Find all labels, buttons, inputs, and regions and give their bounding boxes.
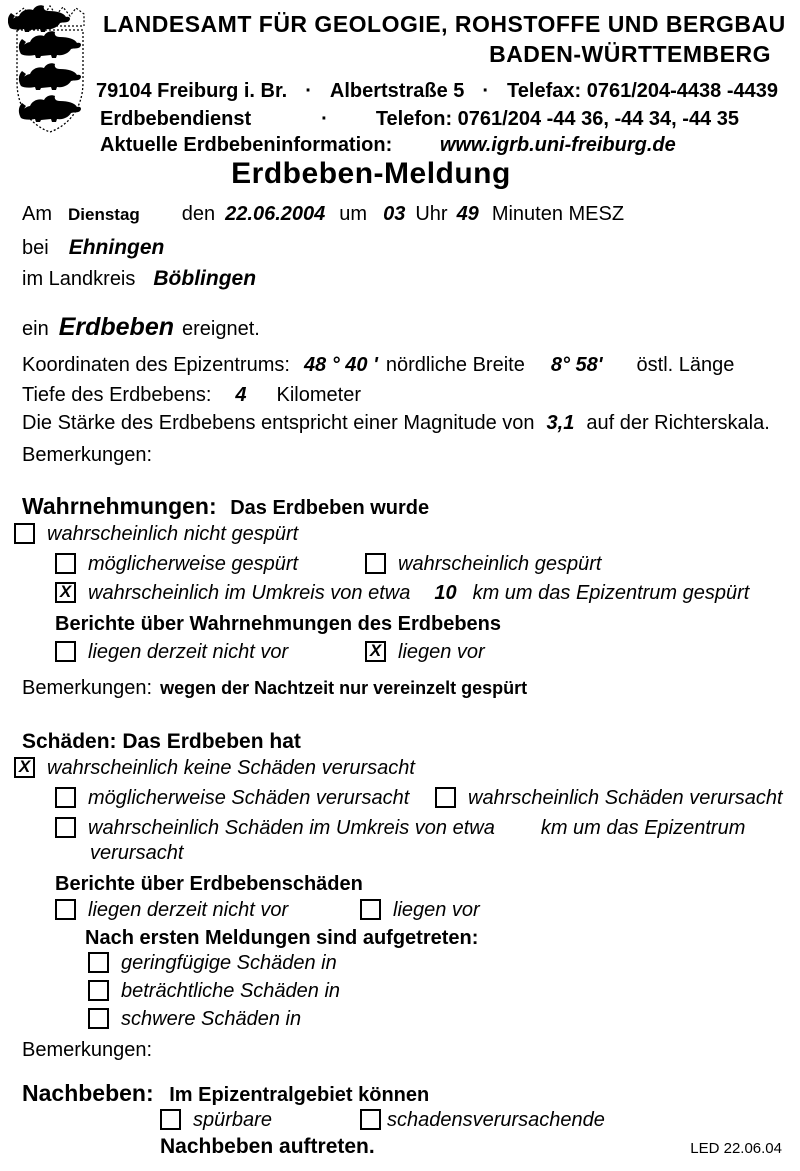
magnitude-line <box>22 413 770 434</box>
ereignet-label: ereignet. <box>182 318 260 340</box>
tiefe-value: 4 <box>235 384 247 406</box>
longitude-label: östl. Länge <box>636 354 735 376</box>
info-line <box>100 135 676 156</box>
page-title: Erdbeben-Meldung <box>231 157 511 190</box>
option-label: liegen derzeit nicht vor <box>88 899 289 921</box>
place-value: Ehningen <box>68 236 165 259</box>
telefon: Telefon: 0761/204 -44 36, -44 34, -44 35 <box>375 108 739 130</box>
bei-label: bei <box>22 237 49 259</box>
event-date-line <box>22 204 624 225</box>
address-line <box>96 81 778 102</box>
option-umkreis-gespuert <box>55 582 749 605</box>
checkbox-moeglicherweise-gespuert[interactable] <box>55 553 76 574</box>
longitude-value: 8° 58' <box>550 354 603 376</box>
tiefe-label: Tiefe des Erdbebens: <box>22 384 212 406</box>
tiefe-unit: Kilometer <box>276 384 361 406</box>
option-label: wahrscheinlich nicht gespürt <box>47 523 299 545</box>
hour-value: 03 <box>383 203 406 225</box>
checkbox-geringfuegige-schaeden[interactable] <box>88 952 109 973</box>
separator-dot: · <box>321 108 328 130</box>
separator-dot: · <box>305 80 312 102</box>
mesz-label: Minuten MESZ <box>491 203 625 225</box>
um-label: um <box>339 203 368 225</box>
landkreis-value: Böblingen <box>153 267 257 290</box>
checkbox-schaeden-umkreis[interactable] <box>55 817 76 838</box>
telefax: Telefax: 0761/204-4438 -4439 <box>507 80 778 102</box>
wahrnehmungen-heading <box>22 494 429 519</box>
org-name-line1: LANDESAMT FÜR GEOLOGIE, ROHSTOFFE UND BERGBAU <box>103 11 786 37</box>
option-berichte-liegen-nicht-vor <box>55 641 288 664</box>
option-label: liegen vor <box>398 641 485 663</box>
wahrnehmungen-title: Wahrnehmungen: <box>22 493 217 519</box>
address-city: 79104 Freiburg i. Br. <box>96 80 288 102</box>
weekday-value: Dienstag <box>68 205 140 224</box>
latitude-value: 48 ° 40 ' <box>303 354 378 376</box>
schaeden-heading: Schäden: Das Erdbeben hat <box>22 730 301 753</box>
checkbox-berichte-liegen-nicht-vor[interactable] <box>55 641 76 662</box>
option-label-post: km um das Epizentrum gespürt <box>472 582 750 604</box>
landkreis-label: im Landkreis <box>22 268 136 290</box>
magnitude-pre: Die Stärke des Erdbebens entspricht einer Magnitude von <box>22 412 535 434</box>
berichte-wahrnehmungen-heading: Berichte über Wahrnehmungen des Erdbebens <box>55 613 502 635</box>
erdbeben-word: Erdbeben <box>58 313 174 341</box>
wahrnehmungen-subtitle: Das Erdbeben wurde <box>230 497 430 519</box>
option-berichte-liegen-vor <box>365 641 485 664</box>
option-label: spürbare <box>193 1109 272 1131</box>
address-street: Albertstraße 5 <box>329 80 465 102</box>
date-value: 22.06.2004 <box>225 203 326 225</box>
department: Erdbebendienst <box>100 108 252 130</box>
option-label: wahrscheinlich Schäden verursacht <box>468 787 783 809</box>
option-keine-schaeden <box>14 757 415 780</box>
checkbox-schwere-schaeden[interactable] <box>88 1008 109 1029</box>
option-label: beträchtliche Schäden in <box>121 980 341 1002</box>
option-label: möglicherweise Schäden verursacht <box>88 787 410 809</box>
berichte-schaeden-heading: Berichte über Erdbebenschäden <box>55 873 363 895</box>
am-label: Am <box>22 203 52 225</box>
nachbeben-closing: Nachbeben auftreten. <box>160 1135 375 1158</box>
check-x-mark: X <box>59 582 72 601</box>
check-x-mark: X <box>369 641 382 660</box>
latitude-label: nördliche Breite <box>385 354 525 376</box>
option-moeglicherweise-schaeden <box>55 787 409 810</box>
checkbox-umkreis-gespuert[interactable] <box>55 582 76 603</box>
option-label: wahrscheinlich keine Schäden verursacht <box>47 757 415 779</box>
info-url-link[interactable]: www.igrb.uni-freiburg.de <box>439 134 676 156</box>
document-reference: LED 22.06.04 <box>690 1140 782 1157</box>
option-nicht-gespuert <box>14 523 298 546</box>
magnitude-post: auf der Richterskala. <box>586 412 770 434</box>
checkbox-keine-schaeden[interactable] <box>14 757 35 778</box>
check-x-mark: X <box>18 757 31 776</box>
option-label: wahrscheinlich im Umkreis von etwa <box>88 582 411 604</box>
depth-line <box>22 385 361 406</box>
meldungen-heading: Nach ersten Meldungen sind aufgetreten: <box>85 927 479 949</box>
landkreis-line <box>22 268 256 290</box>
checkbox-spuerbare-nachbeben[interactable] <box>160 1109 181 1130</box>
option-label: wahrscheinlich gespürt <box>398 553 602 575</box>
ein-label: ein <box>22 318 49 340</box>
magnitude-value: 3,1 <box>546 412 575 434</box>
checkbox-berichte-liegen-vor[interactable] <box>365 641 386 662</box>
org-name-line2: BADEN-WÜRTTEMBERG <box>489 41 771 67</box>
option-wahrscheinlich-gespuert <box>365 553 601 576</box>
option-betraechtliche-schaeden <box>88 980 340 1003</box>
option-wahrscheinlich-schaeden <box>435 787 783 810</box>
option-label-mid: km um das Epizentrum <box>540 817 746 839</box>
option-label: schadensverursachende <box>387 1109 605 1131</box>
checkbox-wahrscheinlich-schaeden[interactable] <box>435 787 456 808</box>
baden-wuerttemberg-coat-of-arms-icon <box>8 4 92 136</box>
option-label: geringfügige Schäden in <box>121 952 337 974</box>
place-line <box>22 237 164 259</box>
nachbeben-title: Nachbeben: <box>22 1080 154 1106</box>
checkbox-schaeden-liegen-nicht-vor[interactable] <box>55 899 76 920</box>
option-schaeden-umkreis-wrap: verursacht <box>90 842 184 864</box>
checkbox-moeglicherweise-schaeden[interactable] <box>55 787 76 808</box>
nachbeben-subtitle: Im Epizentralgebiet können <box>169 1084 430 1106</box>
option-spuerbare-nachbeben <box>160 1109 272 1132</box>
info-label: Aktuelle Erdbebeninformation: <box>100 134 393 156</box>
checkbox-nicht-gespuert[interactable] <box>14 523 35 544</box>
nachbeben-heading <box>22 1081 429 1106</box>
department-line <box>100 109 739 130</box>
option-label: liegen derzeit nicht vor <box>88 641 289 663</box>
uhr-label: Uhr <box>415 203 448 225</box>
option-moeglicherweise-gespuert <box>55 553 298 576</box>
checkbox-wahrscheinlich-gespuert[interactable] <box>365 553 386 574</box>
checkbox-schaeden-liegen-vor[interactable] <box>360 899 381 920</box>
bemerkungen-label-1: Bemerkungen: <box>22 444 153 466</box>
bemerkungen-label-3: Bemerkungen: <box>22 1039 153 1061</box>
koordinaten-label: Koordinaten des Epizentrums: <box>22 354 290 376</box>
bemerkungen-line-2 <box>22 678 527 699</box>
bemerkungen-text: wegen der Nachtzeit nur vereinzelt gespürt <box>160 678 528 698</box>
coordinates-line <box>22 355 734 376</box>
erdbeben-line <box>22 314 260 340</box>
separator-dot: · <box>482 80 490 102</box>
den-label: den <box>181 203 216 225</box>
checkbox-schadensverursachende-nachbeben[interactable] <box>360 1109 381 1130</box>
option-geringfuegige-schaeden <box>88 952 337 975</box>
checkbox-betraechtliche-schaeden[interactable] <box>88 980 109 1001</box>
option-label: wahrscheinlich Schäden im Umkreis von etwa <box>88 817 495 839</box>
minutes-value: 49 <box>456 203 479 225</box>
option-label: liegen vor <box>393 899 480 921</box>
option-schaeden-liegen-nicht-vor <box>55 899 288 922</box>
option-schwere-schaeden <box>88 1008 301 1031</box>
option-schaeden-liegen-vor <box>360 899 480 922</box>
option-schaeden-umkreis <box>55 817 745 840</box>
bemerkungen-label: Bemerkungen: <box>22 677 153 699</box>
option-schadensverursachende-nachbeben <box>360 1109 605 1132</box>
option-label: schwere Schäden in <box>121 1008 302 1030</box>
option-label: möglicherweise gespürt <box>88 553 299 575</box>
umkreis-km-value: 10 <box>434 582 457 604</box>
